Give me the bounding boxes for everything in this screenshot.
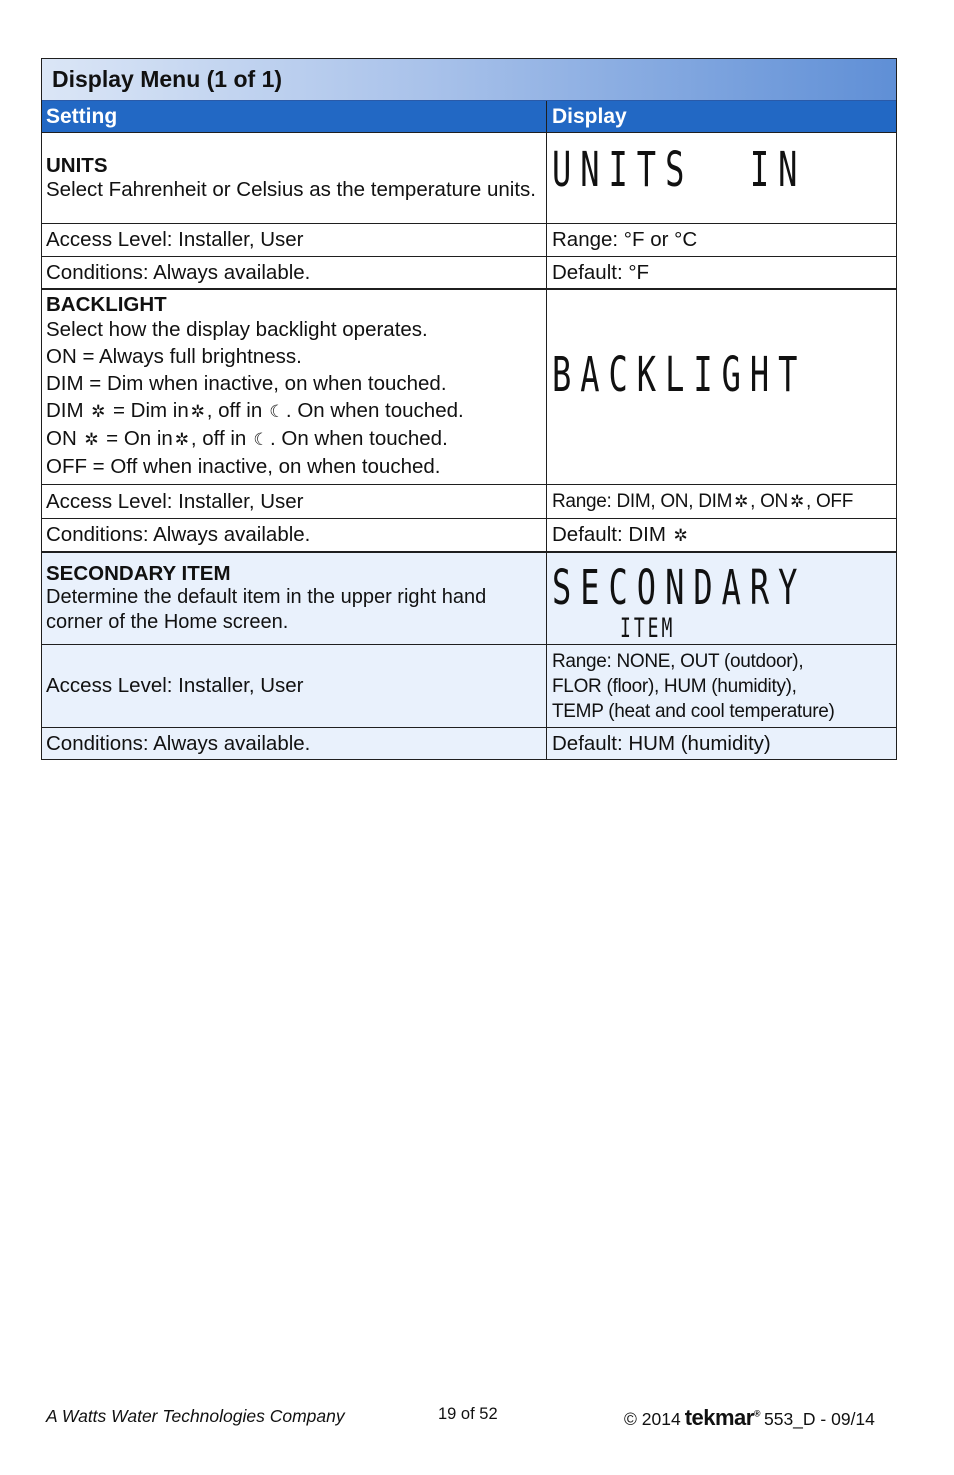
text: ON [46, 427, 77, 450]
secondary-access: Access Level: Installer, User [42, 645, 547, 727]
sun-icon: ✲ [190, 402, 205, 421]
backlight-access: Access Level: Installer, User [42, 485, 547, 518]
backlight-line4 [46, 397, 546, 425]
footer-copyright [624, 1405, 875, 1431]
table-header-row [42, 101, 896, 133]
text: Default: DIM [552, 523, 666, 546]
text: , off in [206, 399, 263, 422]
sun-icon: ✲ [84, 430, 99, 449]
units-text: Select Fahrenheit or Celsius as the temperature units. [46, 177, 536, 201]
brand-text: tekmar [684, 1405, 754, 1430]
text: Range: DIM, ON, DIM [552, 491, 733, 512]
units-lcd: UNITS IN [552, 141, 807, 198]
units-default: Default: °F [552, 260, 650, 284]
secondary-text: Determine the default item in the upper right hand corner of the Home screen. [46, 585, 487, 633]
backlight-label: BACKLIGHT [46, 293, 167, 316]
backlight-range [547, 485, 896, 518]
sun-icon: ✲ [174, 430, 189, 449]
secondary-range-2: FLOR (floor), HUM (humidity), [552, 675, 797, 697]
secondary-row [42, 553, 896, 645]
secondary-range-1: Range: NONE, OUT (outdoor), [552, 650, 804, 672]
secondary-access-row [42, 645, 896, 728]
secondary-label: SECONDARY ITEM [46, 561, 231, 585]
secondary-lcd: SECONDARY [552, 559, 807, 616]
text: , ON [750, 491, 788, 512]
backlight-access-row [42, 485, 896, 519]
header-setting: Setting [42, 101, 547, 132]
units-conditions-row [42, 257, 896, 290]
secondary-lcd-sub: ITEM [620, 613, 676, 645]
backlight-lcd-cell [547, 290, 896, 484]
copyright-text: © 2014 [624, 1409, 681, 1429]
units-access-row [42, 224, 896, 257]
units-lcd-cell [547, 133, 896, 223]
units-range: Range: °F or °C [552, 228, 698, 251]
secondary-range-3: TEMP (heat and cool temperature) [552, 700, 835, 722]
registered-mark: ® [753, 1408, 760, 1419]
footer-company: A Watts Water Technologies Company [46, 1406, 345, 1426]
text: = On in [106, 427, 173, 450]
table-title: Display Menu (1 of 1) [42, 59, 896, 101]
sun-icon: ✲ [673, 526, 688, 545]
doc-number: 553_D - 09/14 [763, 1409, 875, 1429]
display-menu-table [41, 58, 897, 760]
header-display: Display [552, 105, 627, 128]
moon-icon: ☾ [253, 430, 269, 449]
text: = Dim in [112, 399, 189, 422]
text: . On when touched. [270, 427, 448, 450]
footer-page-number: 19 of 52 [438, 1405, 498, 1423]
backlight-line1: Select how the display backlight operates. [46, 318, 428, 341]
units-description [42, 133, 547, 223]
units-access: Access Level: Installer, User [42, 224, 547, 256]
text: , off in [190, 427, 247, 450]
backlight-line3: DIM = Dim when inactive, on when touched. [46, 372, 447, 395]
secondary-lcd-cell [547, 553, 896, 644]
units-row [42, 133, 896, 224]
backlight-conditions-row [42, 519, 896, 553]
sun-icon: ✲ [790, 492, 804, 511]
text: DIM [46, 399, 84, 422]
text: . On when touched. [285, 399, 464, 422]
backlight-default [547, 519, 896, 551]
text: , OFF [805, 491, 854, 512]
backlight-line2: ON = Always full brightness. [46, 345, 302, 368]
secondary-conditions-row [42, 728, 896, 759]
backlight-row [42, 290, 896, 485]
backlight-line6: OFF = Off when inactive, on when touched. [46, 455, 441, 478]
units-conditions: Conditions: Always available. [42, 257, 547, 288]
backlight-line5 [46, 425, 546, 453]
secondary-default: Default: HUM (humidity) [552, 731, 771, 755]
sun-icon: ✲ [91, 402, 106, 421]
backlight-conditions: Conditions: Always available. [42, 519, 547, 551]
backlight-description [42, 290, 547, 484]
secondary-range [547, 645, 896, 727]
sun-icon: ✲ [734, 492, 749, 511]
moon-icon: ☾ [269, 402, 285, 421]
secondary-conditions: Conditions: Always available. [42, 728, 547, 759]
brand-logo [685, 1405, 760, 1431]
backlight-lcd: BACKLIGHT [552, 346, 807, 403]
units-label: UNITS [46, 153, 108, 177]
secondary-description [42, 553, 547, 644]
